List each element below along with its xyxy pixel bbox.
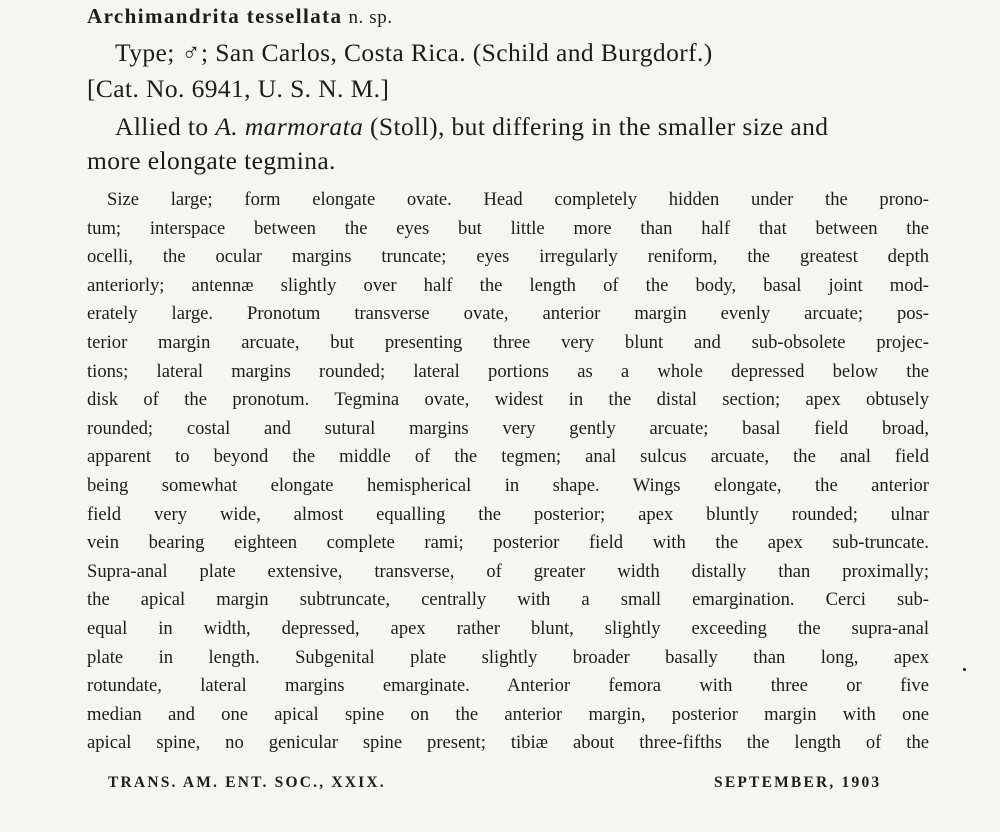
footer-date: SEPTEMBER, 1903 [714, 774, 882, 791]
allied-pre: Allied to [115, 112, 216, 141]
description-line: median and one apical spine on the anterior margin, posterior margin with one [87, 703, 929, 725]
species-heading [87, 4, 393, 29]
allied-line [87, 112, 828, 142]
description-line: field very wide, almost equalling the posterior; apex bluntly rounded; ulnar [87, 503, 929, 525]
new-species-tag: n. sp. [348, 7, 393, 28]
description-paragraph [87, 186, 929, 758]
description-line: anteriorly; antennæ slightly over half the length of the body, basal joint mod- [87, 274, 929, 296]
description-line: plate in length. Subgenital plate slightly broader basally than long, apex [87, 646, 929, 668]
description-line: vein bearing eighteen complete rami; posterior field with the apex sub-truncate. [87, 532, 929, 554]
description-line: disk of the pronotum. Tegmina ovate, widest in the distal section; apex obtusely [87, 389, 929, 411]
description-line: equal in width, depressed, apex rather blunt, slightly exceeding the supra-anal [87, 617, 929, 639]
description-line: erately large. Pronotum transverse ovate, anterior margin evenly arcuate; pos- [87, 303, 929, 325]
type-line [87, 38, 713, 68]
species-name: Archimandrita tessellata [87, 4, 343, 28]
footer-journal: TRANS. AM. ENT. SOC., XXIX. [108, 774, 386, 791]
catalog-line: [Cat. No. 6941, U. S. N. M.] [87, 74, 390, 103]
description-line: tions; lateral margins rounded; lateral portions as a whole depressed below the [87, 360, 929, 382]
description-line: Supra-anal plate extensive, transverse, of greater width distally than proximally; [87, 560, 929, 582]
allied-line-2: more elongate tegmina. [87, 146, 336, 175]
description-line: terior margin arcuate, but presenting three very blunt and sub-obsolete projec- [87, 331, 929, 353]
allied-taxon: A. marmorata [215, 112, 364, 141]
speck-mark [963, 668, 966, 671]
description-line: apparent to beyond the middle of the tegmen; anal sulcus arcuate, the anal field [87, 446, 929, 468]
allied-post: (Stoll), but differing in the smaller size and [363, 112, 829, 141]
type-line-text: Type; ♂; San Carlos, Costa Rica. (Schild and Burgdorf.) [115, 38, 713, 67]
description-line: the apical margin subtruncate, centrally with a small emargination. Cerci sub- [87, 589, 929, 611]
description-line: rotundate, lateral margins emarginate. Anterior femora with three or five [87, 675, 929, 697]
description-line: apical spine, no genicular spine present; tibiæ about three-fifths the length of the [87, 732, 929, 754]
description-line: ocelli, the ocular margins truncate; eyes irregularly reniform, the greatest depth [87, 246, 929, 268]
description-line: being somewhat elongate hemispherical in shape. Wings elongate, the anterior [87, 474, 929, 496]
description-line: tum; interspace between the eyes but little more than half that between the [87, 217, 929, 239]
description-line: rounded; costal and sutural margins very gently arcuate; basal field broad, [87, 417, 929, 439]
description-line: Size large; form elongate ovate. Head completely hidden under the prono- [107, 189, 929, 210]
